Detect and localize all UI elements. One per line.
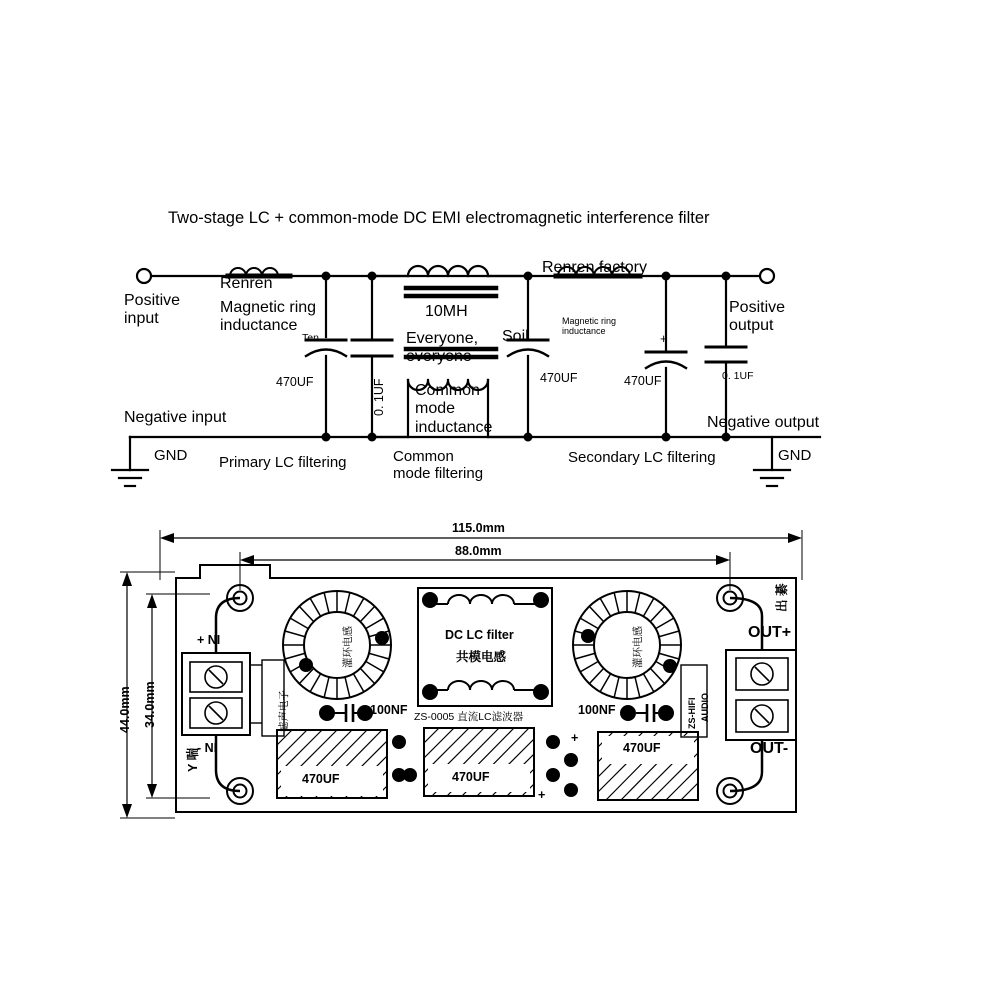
silk-in-plus: + NI <box>197 633 221 647</box>
cap1-value: 470UF <box>276 375 314 389</box>
silk-out-plus: OUT+ <box>748 624 792 641</box>
port-negative-input: Negative input <box>124 409 227 426</box>
silk-cap-100nf-left: 100NF <box>370 703 408 717</box>
cap2-value: 0. 1UF <box>372 378 386 416</box>
silk-cm-module-part: ZS-0005 直流LC滤波器 <box>414 711 524 723</box>
common-mode-top-note: Everyone, everyone <box>406 330 479 366</box>
cap3-value: 470UF <box>540 371 578 385</box>
cap5-value: 0. 1UF <box>722 370 754 382</box>
silk-toroid-left-text: 灌环电感 <box>342 626 354 668</box>
silk-cap-470uf-3: 470UF <box>623 741 661 755</box>
section-primary: Primary LC filtering <box>219 454 347 471</box>
port-negative-output: Negative output <box>707 414 820 431</box>
silk-audio-tag-line2: AUDIO <box>700 693 710 722</box>
common-mode-label: Common mode inductance <box>415 382 493 436</box>
silk-out-side-vertical: 出 綦 <box>775 583 789 612</box>
gnd-left-label: GND <box>154 447 188 464</box>
silk-in-minus: - NI <box>197 741 218 755</box>
section-common: Common mode filtering <box>393 448 484 483</box>
port-positive-output: Positive output <box>729 299 786 335</box>
cap4-value: 470UF <box>624 374 662 388</box>
silk-cm-module-title: DC LC filter <box>445 628 514 642</box>
silk-audio-tag-line1: ZS-HIFI <box>687 697 697 729</box>
dim-inner-height: 34.0mm <box>143 681 157 728</box>
silk-polarity-plus-1: + <box>571 731 579 745</box>
silk-polarity-plus-2: + <box>538 788 546 802</box>
silk-brand-vertical: 滤声电子 <box>278 690 290 732</box>
inductor2-name: Renren factory <box>542 259 647 276</box>
dim-overall-height: 44.0mm <box>118 686 132 733</box>
dim-inner-width: 88.0mm <box>455 544 502 558</box>
port-positive-input: Positive input <box>124 292 181 328</box>
silk-cap-470uf-1: 470UF <box>302 772 340 786</box>
silk-cm-module-sub: 共模电感 <box>456 650 507 664</box>
silk-cap-470uf-2: 470UF <box>452 770 490 784</box>
inductor1-desc: Magnetic ring inductance <box>220 299 317 335</box>
silk-cap-100nf-right: 100NF <box>578 703 616 717</box>
inductor1-turns: Ten <box>302 332 319 344</box>
dim-overall-width: 115.0mm <box>452 521 505 535</box>
silk-out-minus: OUT- <box>750 740 789 757</box>
schematic-title: Two-stage LC + common-mode DC EMI electromagnetic interference filter <box>168 209 710 227</box>
common-mode-bottom-note: Soil <box>502 328 529 345</box>
inductor2-desc: Magnetic ring inductance <box>562 316 617 337</box>
silk-toroid-right-text: 灌环电感 <box>632 626 644 668</box>
gnd-right-label: GND <box>778 447 812 464</box>
inductor1-name: Renren <box>220 275 273 292</box>
section-secondary: Secondary LC filtering <box>568 449 716 466</box>
common-mode-value: 10MH <box>425 303 468 320</box>
silk-in-side-vertical: Y 喘 <box>186 747 200 772</box>
cap4-plus: + <box>660 332 668 346</box>
